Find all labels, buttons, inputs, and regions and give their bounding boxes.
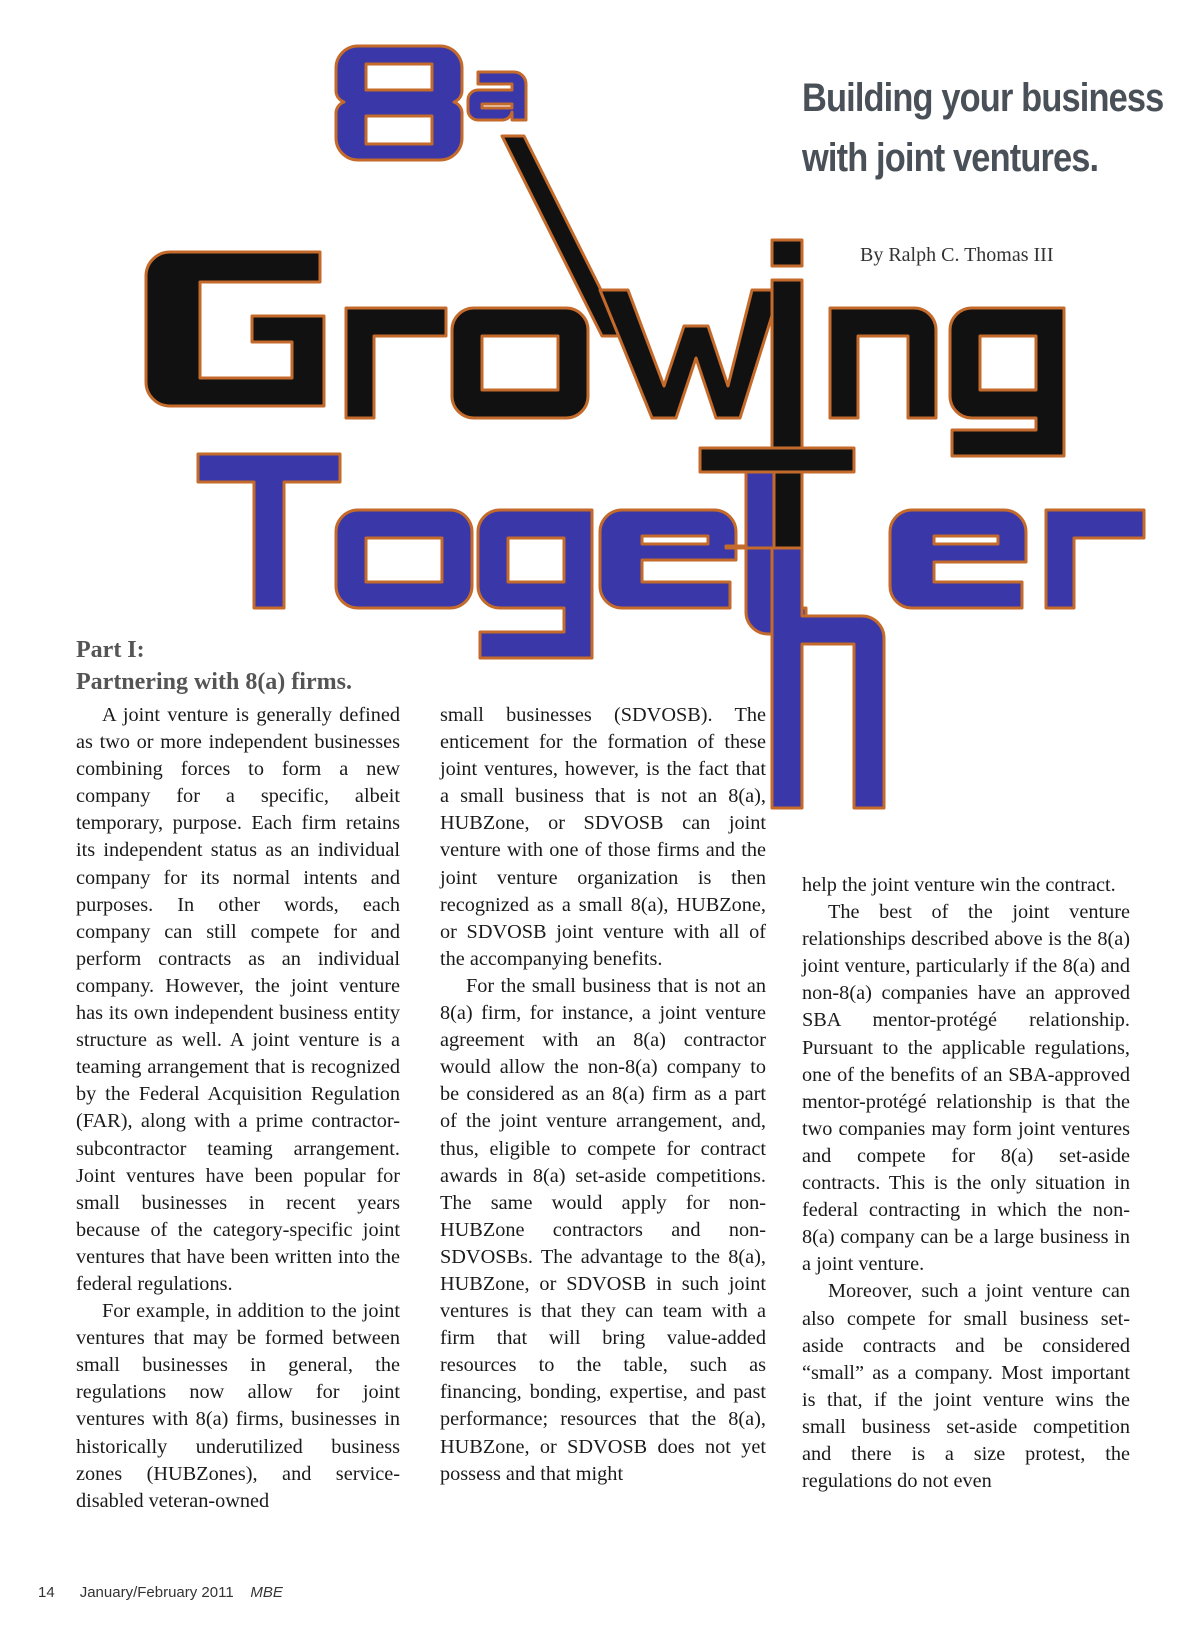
title-glyph-r2	[1046, 510, 1144, 608]
deck-line-1: Building your business	[802, 76, 1164, 120]
title-glyph-g	[950, 308, 1064, 456]
paragraph: For example, in addition to the joint ventures that may be formed between small businesses in general, the regulations now allow for joint ventures with 8(a) firms, businesses in historically underutilized business zones (HUBZones), and service-disabled veteran-owned	[76, 1300, 400, 1512]
page-footer	[38, 1584, 283, 1601]
paragraph: The best of the joint venture relationships described above is the 8(a) joint venture, particularly if the 8(a) and non-8(a) companies have an approved SBA mentor-protégé relationship. Pursuant to the applicable regulations, one of the benefits of an SBA-approved mentor-protégé relationship is that the two companies may form joint ventures and compete for 8(a) set-aside contracts. This is the only situation in federal contracting in which the non-8(a) company can be a large business in a joint venture.	[802, 901, 1130, 1276]
article-deck	[802, 68, 1162, 188]
title-glyph-o2	[336, 510, 472, 608]
page-number: 14	[38, 1584, 55, 1601]
title-crossbar	[700, 448, 854, 472]
title-glyph-g2	[478, 510, 592, 658]
column-1	[76, 702, 400, 1515]
title-glyph-T	[198, 454, 340, 608]
title-glyph-w	[600, 290, 780, 418]
deck-line-2: with joint ventures.	[802, 136, 1099, 180]
issue-date: January/February 2011	[79, 1584, 234, 1601]
paragraph: For the small business that is not an 8(a) firm, for instance, a joint venture agreement with an 8(a) contractor would allow the non-8(a) company to be considered as an 8(a) firm as a part of the joint venture arrangement, and, thus, eligible to compete for contract awards in 8(a) set-aside competitions. The same would apply for non-HUBZone contractors and non-SDVOSBs. The advantage to the 8(a), HUBZone, or SDVOSB in such joint ventures is that they can team with a firm that will bring value-added resources to the table, such as financing, bonding, expertise, and past performance; resources that the 8(a), HUBZone, or SDVOSB does not yet possess and that might	[440, 974, 766, 1485]
title-glyph-G	[146, 252, 324, 406]
paragraph: small businesses (SDVOSB). The enticement for the formation of these joint ventures, however, is the fact that a small business that is not an 8(a), HUBZone, or SDVOSB can joint venture with one of those firms and the joint venture organization is then recognized as a small 8(a), HUBZone, or SDVOSB joint venture with all of the accompanying benefits.	[440, 704, 766, 970]
title-glyph-a	[468, 72, 526, 120]
title-glyph-r	[346, 308, 446, 418]
part-heading	[76, 634, 352, 698]
title-glyph-8	[336, 46, 462, 160]
title-glyph-i-dot	[772, 240, 802, 266]
byline: By Ralph C. Thomas III	[860, 244, 1054, 266]
title-glyph-o	[452, 308, 588, 418]
column-2	[440, 702, 766, 1488]
title-glyph-n	[830, 308, 936, 418]
part-heading-line-1: Part I:	[76, 637, 145, 663]
title-glyph-i-stem	[772, 280, 802, 548]
title-glyph-e	[600, 510, 736, 608]
part-heading-line-2: Partnering with 8(a) firms.	[76, 669, 352, 695]
title-glyph-E	[890, 510, 1026, 608]
title-glyph-h	[772, 548, 884, 808]
paragraph: A joint venture is generally defined as two or more independent businesses combining forces to form a new company for a specific, albeit temporary, purpose. Each firm retains its independent status as an individual company for its normal intents and purposes. In other words, each company can still compete for and perform contracts as an individual company. However, the joint venture has its own independent business entity structure as well. A joint venture is a teaming arrangement that is recognized by the Federal Acquisition Regulation (FAR), along with a prime contractor-subcontractor teaming arrangement. Joint ventures have been popular for small businesses in recent years because of the category-specific joint ventures that have been written into the federal regulations.	[76, 704, 400, 1295]
magazine-name: MBE	[250, 1584, 283, 1601]
paragraph: help the joint venture win the contract.	[802, 874, 1116, 896]
paragraph: Moreover, such a joint venture can also compete for small business set-aside contracts and be considered “small” as a company. Most important is that, if the joint venture wins the small business set-aside competition and there is a size protest, the regulations do not even	[802, 1280, 1130, 1493]
column-3	[802, 872, 1130, 1495]
